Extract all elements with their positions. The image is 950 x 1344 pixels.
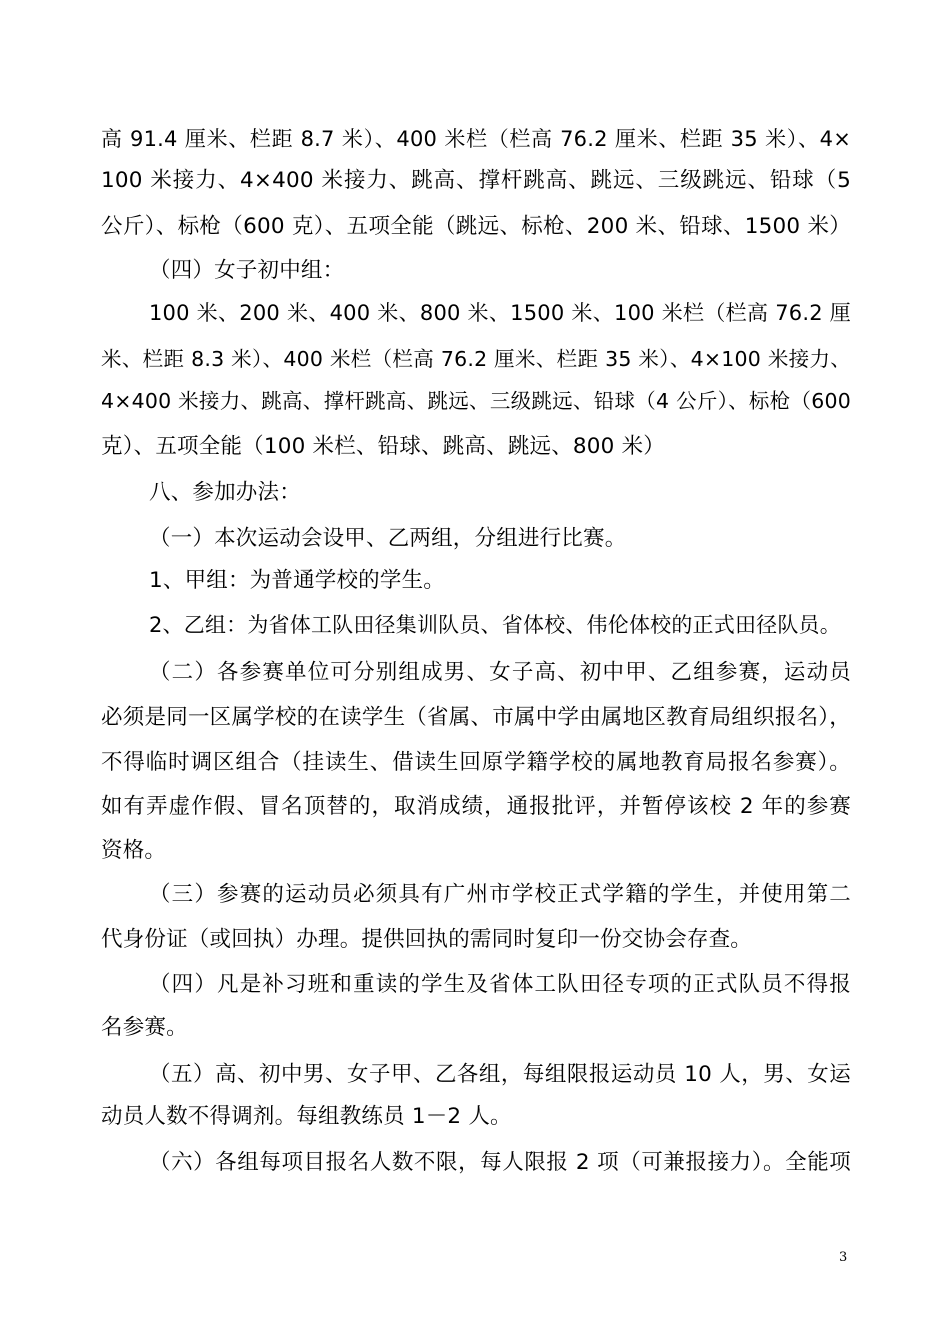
body-line: 1、甲组：为普通学校的学生。 <box>149 568 445 593</box>
body-line: 代身份证（或回执）办理。提供回执的需同时复印一份交协会存查。 <box>101 927 753 952</box>
body-line: 米、栏距 8.3 米）、400 米栏（栏高 76.2 厘米、栏距 35 米）、4×100 米接力、 <box>101 347 851 371</box>
body-line: 2、乙组：为省体工队田径集训队员、省体校、伟伦体校的正式田径队员。 <box>149 613 841 637</box>
body-line: 高 91.4 厘米、栏距 8.7 米）、400 米栏（栏高 76.2 厘米、栏距 35 米）、4× <box>101 127 851 151</box>
body-line: 如有弄虚作假、冒名顶替的，取消成绩，通报批评，并暂停该校 2 年的参赛 <box>101 794 851 819</box>
page-number: 3 <box>839 1250 848 1265</box>
body-line: 100 米、200 米、400 米、800 米、1500 米、100 米栏（栏高 76.2 厘 <box>149 301 851 325</box>
section-heading: （四）女子初中组： <box>149 258 345 283</box>
body-line: 资格。 <box>101 838 167 863</box>
body-line: 不得临时调区组合（挂读生、借读生回原学籍学校的属地教育局报名参赛）。 <box>101 750 851 775</box>
body-line: （五）高、初中男、女子甲、乙各组，每组限报运动员 10 人，男、女运 <box>149 1062 851 1087</box>
section-heading: 八、参加办法： <box>149 480 301 505</box>
body-line: 必须是同一区属学校的在读学生（省属、市属中学由属地区教育局组织报名）， <box>101 705 851 730</box>
body-line: 100 米接力、4×400 米接力、跳高、撑杆跳高、跳远、三级跳远、铅球（5 <box>101 168 851 193</box>
body-line: （六）各组每项目报名人数不限，每人限报 2 项（可兼报接力）。全能项 <box>149 1150 851 1175</box>
body-line: 4×400 米接力、跳高、撑杆跳高、跳远、三级跳远、铅球（4 公斤）、标枪（600 <box>101 389 851 413</box>
body-line: （二）各参赛单位可分别组成男、女子高、初中甲、乙组参赛，运动员 <box>149 660 851 685</box>
body-line: 克）、五项全能（100 米栏、铅球、跳高、跳远、800 米） <box>101 434 665 459</box>
body-line: 动员人数不得调剂。每组教练员 1－2 人。 <box>101 1104 512 1129</box>
body-line: （四）凡是补习班和重读的学生及省体工队田径专项的正式队员不得报 <box>149 972 851 997</box>
body-line: （一）本次运动会设甲、乙两组，分组进行比赛。 <box>149 526 627 551</box>
body-line: 公斤）、标枪（600 克）、五项全能（跳远、标枪、200 米、铅球、1500 米） <box>101 214 851 239</box>
body-line: （三）参赛的运动员必须具有广州市学校正式学籍的学生，并使用第二 <box>149 882 851 907</box>
body-line: 名参赛。 <box>101 1015 188 1040</box>
